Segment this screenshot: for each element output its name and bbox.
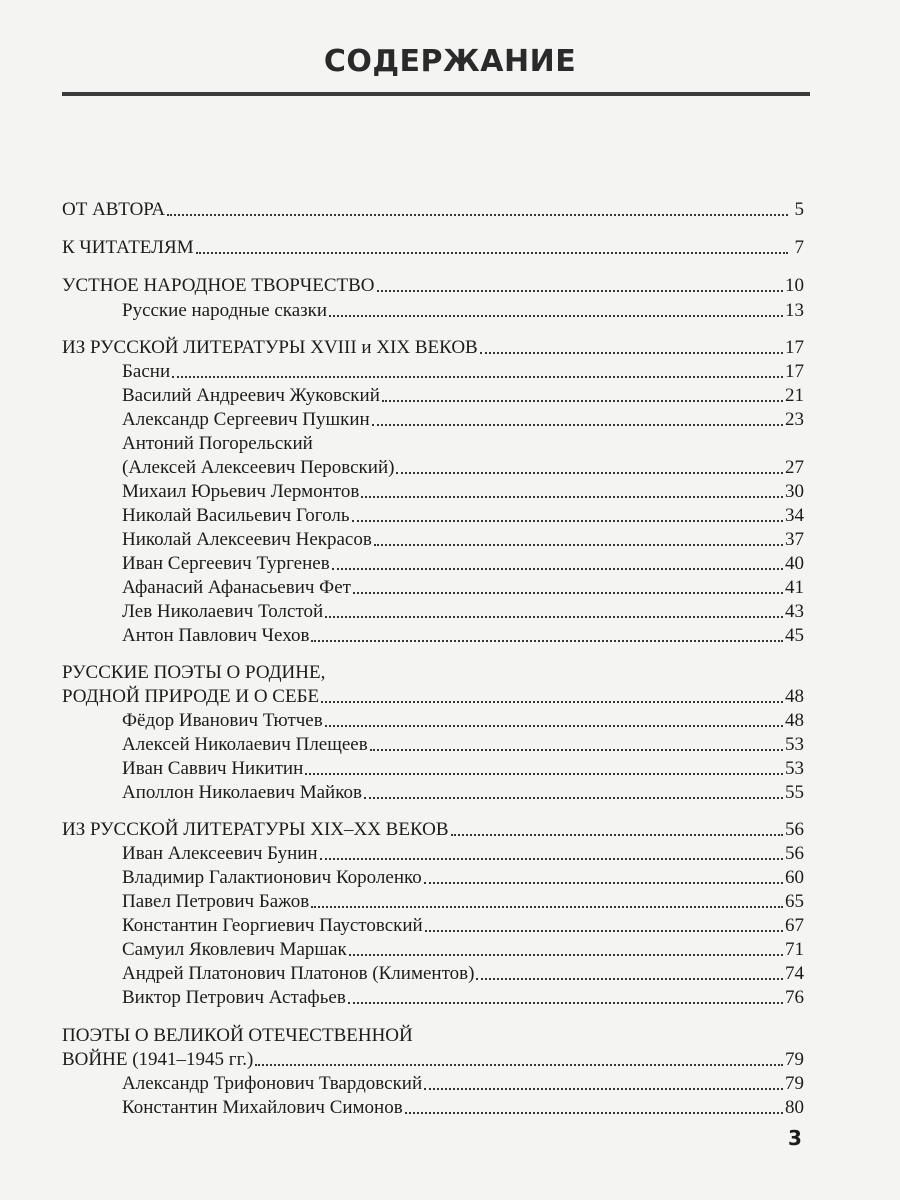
toc-subentry	[122, 866, 804, 890]
leader-dots	[329, 315, 783, 317]
leader-dots	[424, 882, 783, 884]
toc-subentry	[122, 504, 804, 528]
leader-dots	[451, 834, 783, 836]
toc-entry-title: Александр Трифонович Твардовский	[122, 1073, 423, 1094]
toc-entry-page: 55	[785, 782, 804, 803]
toc-entry-page: 30	[785, 481, 804, 502]
leader-dots	[349, 954, 783, 956]
toc-subentry	[122, 456, 804, 480]
leader-dots	[353, 592, 783, 594]
toc-entry-title: Константин Михайлович Симонов	[122, 1097, 403, 1118]
toc-entry-page: 21	[785, 385, 804, 406]
toc-entry-title: Басни	[122, 361, 171, 382]
toc-subentry	[122, 1072, 804, 1096]
leader-dots	[311, 906, 783, 908]
toc-subentry	[122, 299, 804, 323]
toc-entry-page: 56	[785, 819, 804, 840]
leader-dots	[396, 472, 783, 474]
toc-subentry	[122, 552, 804, 576]
toc-entry-title: Аполлон Николаевич Майков	[122, 782, 362, 803]
toc-entry-line: ПОЭТЫ О ВЕЛИКОЙ ОТЕЧЕСТВЕННОЙ	[62, 1025, 413, 1046]
leader-dots	[321, 701, 783, 703]
toc-entry-title: Андрей Платонович Платонов (Климентов)	[122, 963, 475, 984]
toc-entry-title: Афанасий Афанасьевич Фет	[122, 577, 351, 598]
toc-entry-page: 74	[785, 963, 804, 984]
toc-subentry	[122, 914, 804, 938]
toc-entry-page: 10	[785, 275, 804, 296]
toc-entry-title: Владимир Галактионович Короленко	[122, 867, 422, 888]
leader-dots	[372, 424, 783, 426]
toc-entry-page: 17	[785, 337, 804, 358]
toc-entry-page: 79	[785, 1073, 804, 1094]
toc-entry-page: 56	[785, 843, 804, 864]
toc-entry	[62, 818, 804, 842]
toc-subentry	[122, 709, 804, 733]
leader-dots	[332, 568, 783, 570]
toc-subentry	[122, 528, 804, 552]
leader-dots	[370, 749, 783, 751]
leader-dots	[405, 1112, 783, 1114]
toc-entry	[62, 336, 804, 360]
toc-entry-page: 67	[785, 915, 804, 936]
toc-subentry	[122, 757, 804, 781]
leader-dots	[196, 252, 788, 254]
toc-entry-title: ИЗ РУССКОЙ ЛИТЕРАТУРЫ XVIII и XIX ВЕКОВ	[62, 337, 478, 358]
toc-entry-title: Фёдор Иванович Тютчев	[122, 710, 323, 731]
toc-entry-page: 48	[785, 686, 804, 707]
toc-entry	[62, 685, 804, 709]
toc-entry-title: Алексей Николаевич Плещеев	[122, 734, 368, 755]
toc-entry	[62, 236, 804, 260]
toc-subentry	[122, 1096, 804, 1120]
toc-entry-page: 48	[785, 710, 804, 731]
toc-entry-page: 13	[785, 300, 804, 321]
toc-entry-title: ОТ АВТОРА	[62, 199, 166, 220]
toc-subentry	[122, 890, 804, 914]
leader-dots	[377, 290, 784, 292]
toc-entry	[62, 274, 804, 298]
toc-subentry	[122, 480, 804, 504]
toc-entry-page: 17	[785, 361, 804, 382]
toc-entry-title: Константин Георгиевич Паустовский	[122, 915, 423, 936]
toc-entry-title: Самуил Яковлевич Маршак	[122, 939, 347, 960]
toc-entry	[62, 1048, 804, 1072]
toc-entry-title: Михаил Юрьевич Лермонтов	[122, 481, 360, 502]
leader-dots	[311, 640, 783, 642]
toc-entry-title: Иван Сергеевич Тургенев	[122, 553, 330, 574]
toc-entry-page: 41	[785, 577, 804, 598]
leader-dots	[425, 930, 783, 932]
toc-entry-page: 37	[785, 529, 804, 550]
toc-subentry	[122, 360, 804, 384]
toc-entry-line: РУССКИЕ ПОЭТЫ О РОДИНЕ,	[62, 662, 326, 683]
leader-dots	[352, 520, 784, 522]
toc-subentry	[122, 781, 804, 805]
toc-subentry	[122, 733, 804, 757]
toc-entry-title: Николай Алексеевич Некрасов	[122, 529, 372, 550]
toc-entry-title: Александр Сергеевич Пушкин	[122, 409, 370, 430]
toc-entry-page: 27	[785, 457, 804, 478]
toc-subentry-line: Антоний Погорельский	[122, 433, 313, 454]
leader-dots	[167, 214, 788, 216]
toc-entry-title: УСТНОЕ НАРОДНОЕ ТВОРЧЕСТВО	[62, 275, 375, 296]
toc-subentry	[122, 600, 804, 624]
leader-dots	[361, 496, 783, 498]
toc-entry-title: (Алексей Алексеевич Перовский)	[122, 457, 395, 478]
toc-entry-title: ВОЙНЕ (1941–1945 гг.)	[62, 1049, 254, 1070]
toc-entry-page: 76	[785, 987, 804, 1008]
toc-entry-page: 65	[785, 891, 804, 912]
leader-dots	[476, 978, 783, 980]
toc-entry	[62, 198, 804, 222]
toc-subentry	[122, 842, 804, 866]
leader-dots	[480, 352, 783, 354]
leader-dots	[325, 616, 783, 618]
leader-dots	[172, 376, 783, 378]
toc-entry-title: Иван Алексеевич Бунин	[122, 843, 318, 864]
toc-entry-page: 53	[785, 758, 804, 779]
page-number: 3	[788, 1126, 802, 1150]
toc-entry-page: 43	[785, 601, 804, 622]
toc-entry-page: 53	[785, 734, 804, 755]
toc-entry-page: 5	[794, 199, 804, 220]
leader-dots	[382, 400, 783, 402]
toc-entry-title: Виктор Петрович Астафьев	[122, 987, 346, 1008]
toc-entry-page: 79	[785, 1049, 804, 1070]
page-title: СОДЕРЖАНИЕ	[323, 44, 577, 79]
toc-entry-title: Лев Николаевич Толстой	[122, 601, 324, 622]
toc-entry-page: 40	[785, 553, 804, 574]
toc-entry-page: 60	[785, 867, 804, 888]
leader-dots	[424, 1088, 783, 1090]
toc-entry-title: К ЧИТАТЕЛЯМ	[62, 237, 194, 258]
leader-dots	[364, 797, 783, 799]
leader-dots	[325, 725, 783, 727]
leader-dots	[374, 544, 783, 546]
leader-dots	[305, 773, 783, 775]
toc-entry-page: 71	[785, 939, 804, 960]
toc-entry-page: 45	[785, 625, 804, 646]
toc-entry-title: Иван Саввич Никитин	[122, 758, 304, 779]
toc-entry-title: РОДНОЙ ПРИРОДЕ И О СЕБЕ	[62, 686, 320, 707]
toc-subentry	[122, 408, 804, 432]
toc-entry-title: Николай Васильевич Гоголь	[122, 505, 350, 526]
toc-subentry	[122, 938, 804, 962]
toc-subentry	[122, 384, 804, 408]
toc-subentry	[122, 962, 804, 986]
leader-dots	[255, 1064, 783, 1066]
toc-subentry	[122, 986, 804, 1010]
toc-entry-page: 7	[794, 237, 804, 258]
toc-entry-title: Василий Андреевич Жуковский	[122, 385, 380, 406]
leader-dots	[320, 858, 783, 860]
toc-entry-title: Русские народные сказки	[122, 300, 328, 321]
toc-entry-title: ИЗ РУССКОЙ ЛИТЕРАТУРЫ XIX–XX ВЕКОВ	[62, 819, 449, 840]
toc-entry-page: 34	[785, 505, 804, 526]
toc-entry-title: Павел Петрович Бажов	[122, 891, 310, 912]
toc-entry-page: 23	[785, 409, 804, 430]
leader-dots	[348, 1002, 783, 1004]
toc-subentry	[122, 576, 804, 600]
toc-entry-page: 80	[785, 1097, 804, 1118]
toc-entry-title: Антон Павлович Чехов	[122, 625, 310, 646]
toc-subentry	[122, 624, 804, 648]
